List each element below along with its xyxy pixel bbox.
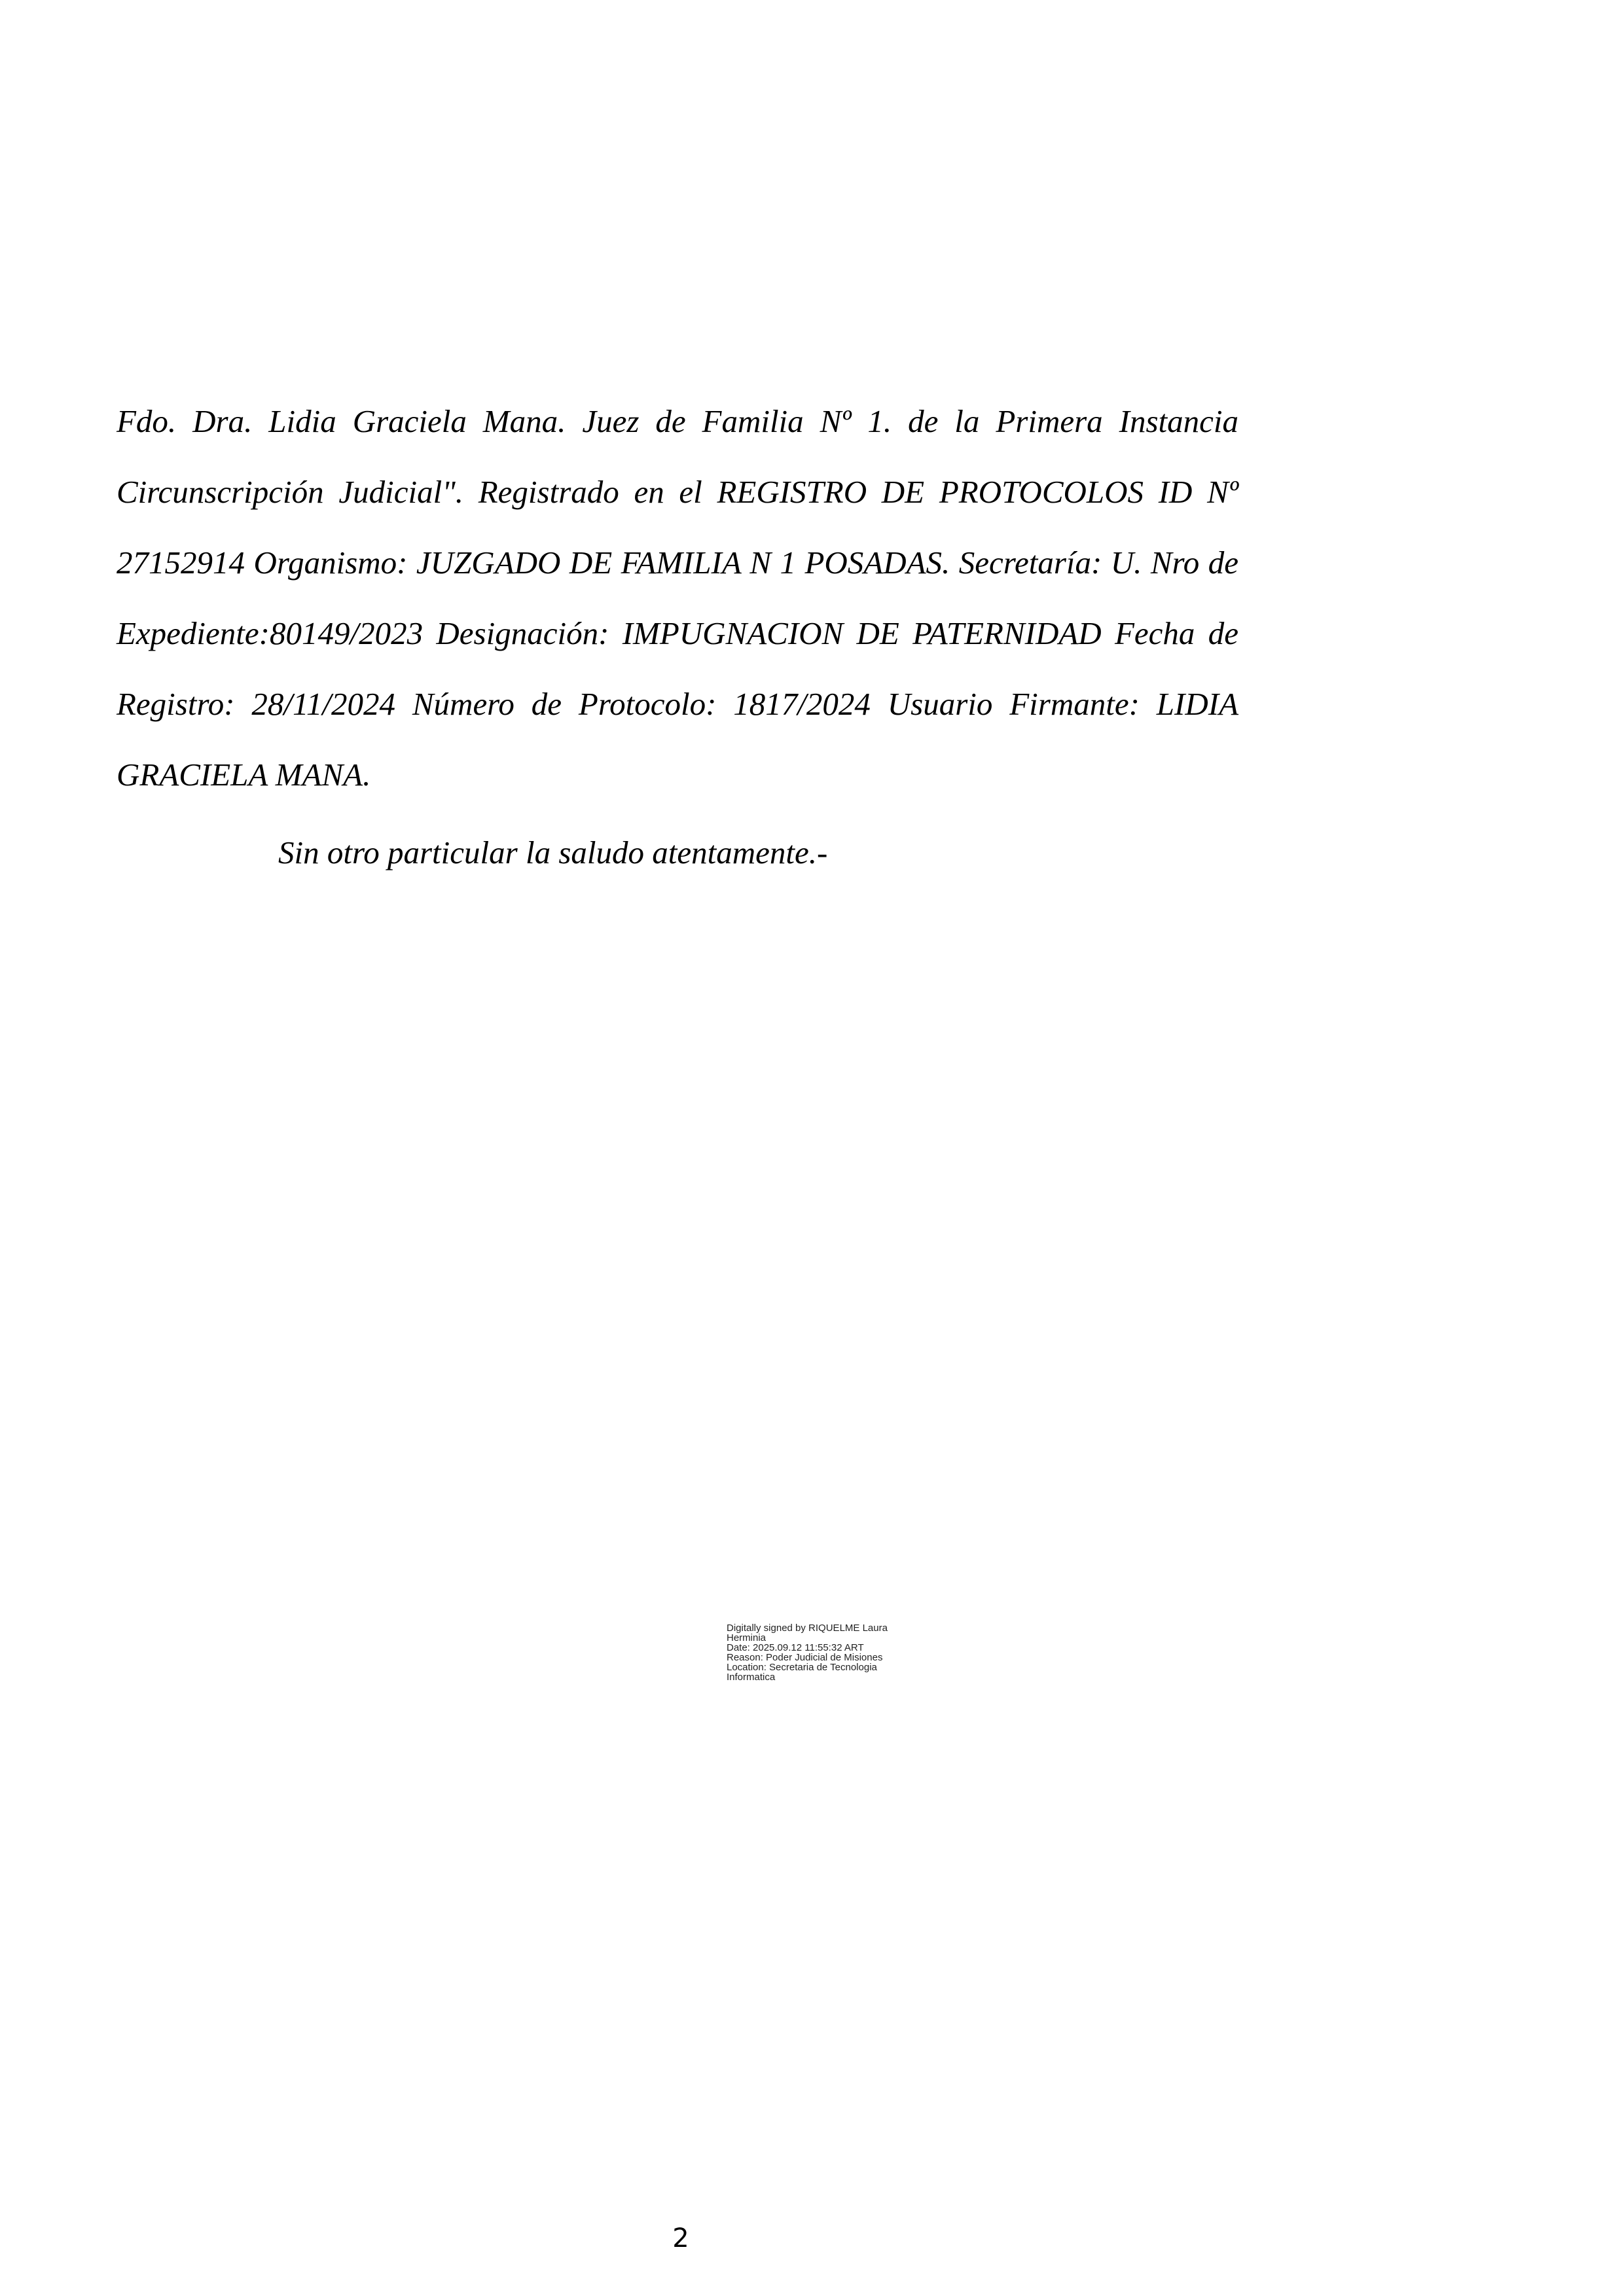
signature-line: Herminia — [727, 1632, 767, 1643]
body-line: Expediente:80149/2023 Designación: IMPUGNACION DE PATERNIDAD Fecha de — [117, 615, 1238, 651]
signature-line: Informatica — [727, 1672, 776, 1683]
signature-line: Digitally signed by RIQUELME Laura — [727, 1623, 888, 1634]
document-body — [117, 386, 1238, 810]
body-line: Registro: 28/11/2024 Número de Protocolo: 1817/2024 Usuario Firmante: LIDIA — [117, 686, 1238, 722]
body-line: 27152914 Organismo: JUZGADO DE FAMILIA N 1 POSADAS. Secretaría: U. Nro de — [117, 545, 1238, 581]
closing-line: Sin otro particular la saludo atentamente.- — [278, 834, 828, 870]
page-number: 2 — [672, 2223, 689, 2253]
body-line: GRACIELA MANA. — [117, 757, 371, 793]
body-line: Fdo. Dra. Lidia Graciela Mana. Juez de Familia Nº 1. de la Primera Instancia — [117, 403, 1238, 439]
body-line: Circunscripción Judicial". Registrado en el REGISTRO DE PROTOCOLOS ID Nº — [117, 474, 1238, 510]
digital-signature-stamp — [727, 1623, 888, 1682]
signature-line: Reason: Poder Judicial de Misiones — [727, 1652, 883, 1663]
signature-line: Location: Secretaria de Tecnologia — [727, 1662, 877, 1673]
signature-line: Date: 2025.09.12 11:55:32 ART — [727, 1642, 864, 1653]
